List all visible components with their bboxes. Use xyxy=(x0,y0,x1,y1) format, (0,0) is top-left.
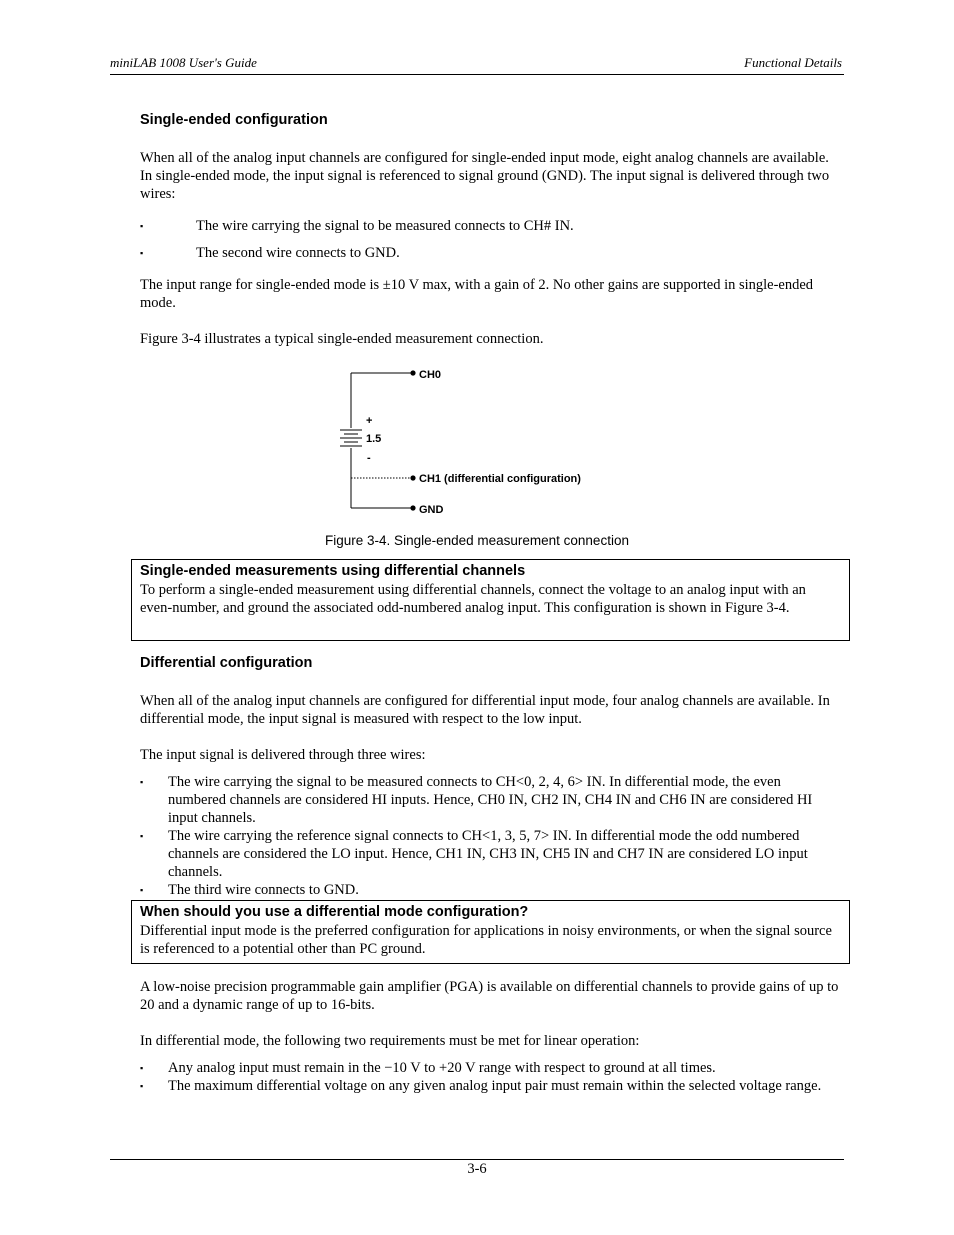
bullet-marker: ▪ xyxy=(140,1081,144,1091)
list-item xyxy=(140,244,842,262)
pga-text: A low-noise precision programmable gain amplifier (PGA) is available on differential channels to provide gains of up to 20 and a dynamic range of up to 16-bits. xyxy=(140,979,839,1013)
list-item xyxy=(140,1059,842,1077)
ch1-terminal xyxy=(410,475,415,480)
note-title: Single-ended measurements using differential channels xyxy=(140,563,526,579)
bullet-text: Any analog input must remain in the −10 V to +20 V range with respect to ground at all times. xyxy=(168,1060,716,1076)
bullet-text: The wire carrying the signal to be measured connects to CH# IN. xyxy=(196,218,574,234)
differential-wires-intro: The input signal is delivered through three wires: xyxy=(140,747,426,763)
single-ended-circuit-diagram xyxy=(330,360,630,520)
ch0-label: CH0 xyxy=(419,369,442,381)
minus-label: - xyxy=(367,452,371,464)
voltage-label: 1.5 xyxy=(366,433,382,445)
bullet-text: The wire carrying the reference signal connects to CH<1, 3, 5, 7> IN. In differential mode the odd numbered channels are considered the LO input. Hence, CH1 IN, CH3 IN, CH5 IN and CH7 IN are considered LO input channels. xyxy=(168,828,808,880)
single-ended-intro: When all of the analog input channels are configured for single-ended input mode, eight analog channels are available. In single-ended mode, the input signal is referenced to signal ground (GND). The input signal is delivered through two wires: xyxy=(140,150,830,202)
bullet-text: The second wire connects to GND. xyxy=(196,245,400,261)
list-item xyxy=(140,773,842,827)
figure-caption: Figure 3-4. Single-ended measurement connection xyxy=(325,533,629,548)
bullet-marker: ▪ xyxy=(140,777,144,787)
requirements-intro: In differential mode, the following two requirements must be met for linear operation: xyxy=(140,1033,640,1049)
single-ended-range-text: The input range for single-ended mode is ±10 V max, with a gain of 2. No other gains are supported in single-ended mode. xyxy=(140,277,814,311)
gnd-terminal xyxy=(410,505,415,510)
note-body: Differential input mode is the preferred configuration for applications in noisy environments, or when the signal source is referenced to a potential other than PC ground. xyxy=(140,923,832,957)
list-item xyxy=(140,217,842,235)
ch0-terminal xyxy=(410,370,415,375)
plus-label: + xyxy=(366,415,373,427)
header-section-title: Functional Details xyxy=(744,55,842,70)
gnd-label: GND xyxy=(419,504,444,516)
list-item xyxy=(140,1077,842,1095)
note-body: To perform a single-ended measurement using differential channels, connect the voltage to an analog input with an even-number, and ground the associated odd-numbered analog input. This configuration is shown in Figure 3-4. xyxy=(140,582,806,616)
header-rule xyxy=(110,74,844,75)
bullet-text: The maximum differential voltage on any given analog input pair must remain within the selected voltage range. xyxy=(168,1078,822,1094)
bullet-marker: ▪ xyxy=(140,248,144,258)
bullet-text: The wire carrying the signal to be measured connects to CH<0, 2, 4, 6> IN. In differential mode, the even numbered channels are considered HI inputs. Hence, CH0 IN, CH2 IN, CH4 IN and CH6 IN are considered HI input channels. xyxy=(168,774,813,826)
bullet-text: The third wire connects to GND. xyxy=(168,882,359,898)
bullet-marker: ▪ xyxy=(140,831,144,841)
list-item xyxy=(140,827,842,881)
page-number: 3-6 xyxy=(467,1161,487,1177)
differential-intro: When all of the analog input channels are configured for differential input mode, four analog channels are available. In differential mode, the input signal is measured with respect to the low input. xyxy=(140,693,830,727)
note-box-differential-usage xyxy=(131,900,850,964)
bullet-marker: ▪ xyxy=(140,1063,144,1073)
footer-rule xyxy=(110,1159,844,1160)
differential-heading: Differential configuration xyxy=(140,655,313,671)
note-title: When should you use a differential mode configuration? xyxy=(140,904,529,920)
note-box-single-ended-differential xyxy=(131,559,850,641)
list-item xyxy=(140,881,842,899)
bullet-marker: ▪ xyxy=(140,885,144,895)
ch1-label: CH1 (differential configuration) xyxy=(419,473,581,485)
figure-reference-text: Figure 3-4 illustrates a typical single-ended measurement connection. xyxy=(140,331,544,347)
bullet-marker: ▪ xyxy=(140,221,144,231)
single-ended-heading: Single-ended configuration xyxy=(140,112,328,128)
header-guide-title: miniLAB 1008 User's Guide xyxy=(110,55,257,70)
